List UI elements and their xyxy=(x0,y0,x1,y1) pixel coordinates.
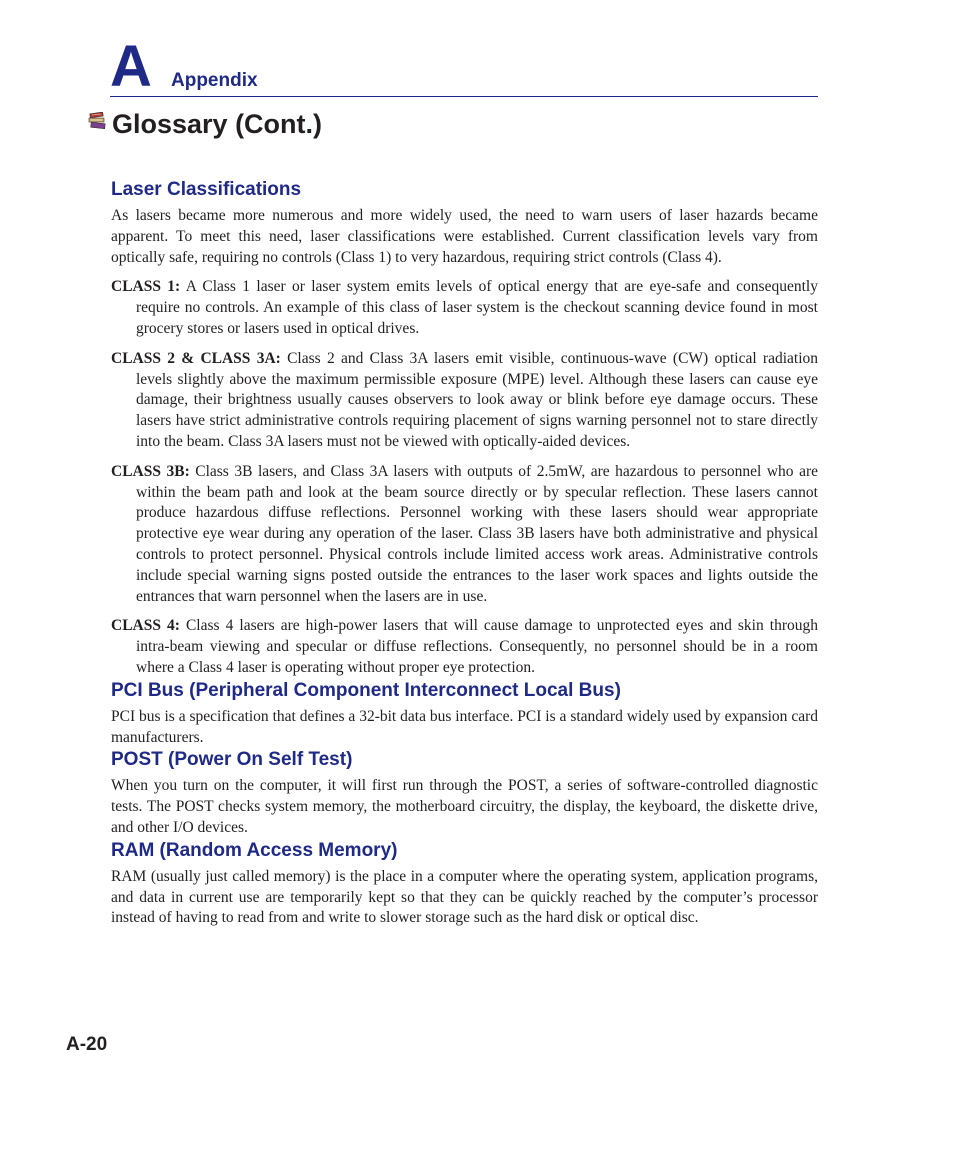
book-stack-icon xyxy=(88,112,108,130)
class-description: Class 2 and Class 3A lasers emit visible, continuous-wave (CW) optical radiation levels slightly above the maximum permissible exposure (MPE) level. Although these lasers can cause eye damage, their brightness usually causes observers to look away or blink before eye damage occurs. These lasers have strict administrative controls requiring placement of signs warning personnel not to stare directly into the beam. Class 3A lasers must not be viewed with optically-aided devices. xyxy=(136,349,819,450)
page-number: A-20 xyxy=(66,1034,108,1055)
class-term: CLASS 3B: xyxy=(111,462,190,480)
class-entry xyxy=(111,349,818,453)
laser-intro: As lasers became more numerous and more widely used, the need to warn users of laser hazards became apparent. To meet this need, laser classifications were established. Current classification levels vary from optically safe, requiring no controls (Class 1) to very hazardous, requiring strict controls (Class 4). xyxy=(111,207,818,266)
section-heading-ram: RAM (Random Access Memory) xyxy=(111,839,398,861)
class-description: Class 3B lasers, and Class 3A lasers with outputs of 2.5mW, are hazardous to personnel who are within the beam path and look at the beam source directly or by specular reflection. These lasers cannot produce hazardous diffuse reflections. Personnel working with these lasers should wear appropriate protective eye wear during any operation of the laser. Class 3B lasers have both administrative and physical controls to protect personnel. Physical controls include limited access work areas. Administrative controls include special warning signs posted outside the entrances to the laser work spaces and lights outside the entrances that warn personnel when the lasers are in use. xyxy=(136,462,818,605)
class-entry xyxy=(111,277,818,339)
class-entry xyxy=(111,462,818,608)
class-term: CLASS 4: xyxy=(111,617,180,635)
header-rule xyxy=(110,96,818,97)
class-entry xyxy=(111,616,818,678)
class-description: A Class 1 laser or laser system emits levels of optical energy that are eye-safe and consequently require no controls. An example of this class of laser system is the checkout scanning device found in most grocery stores or lasers used in optical drives. xyxy=(136,278,818,337)
page-title: Glossary (Cont.) xyxy=(112,109,323,139)
section-heading-pci: PCI Bus (Peripheral Component Interconnect Local Bus) xyxy=(111,679,621,701)
section-heading-laser: Laser Classifications xyxy=(111,179,302,200)
chapter-name: Appendix xyxy=(171,70,258,91)
class-term: CLASS 2 & CLASS 3A: xyxy=(111,349,281,367)
chapter-letter: A xyxy=(110,34,152,99)
ram-text: RAM (usually just called memory) is the place in a computer where the operating system, application programs, and data in current use are temporarily kept so that they can be quickly reached by the computer’s processor instead of having to read from and write to slower storage such as the hard disk or optical disc. xyxy=(111,867,818,927)
pci-text: PCI bus is a specification that defines a 32-bit data bus interface. PCI is a standard widely used by expansion card manufacturers. xyxy=(111,707,818,746)
main-content xyxy=(111,178,818,929)
class-term: CLASS 1: xyxy=(111,278,181,296)
section-heading-post: POST (Power On Self Test) xyxy=(111,749,353,771)
post-text: When you turn on the computer, it will first run through the POST, a series of software-controlled diagnostic tests. The POST checks system memory, the motherboard circuitry, the display, the keyboard, the diskette drive, and other I/O devices. xyxy=(111,777,818,836)
class-description: Class 4 lasers are high-power lasers that will cause damage to unprotected eyes and skin through intra-beam viewing and specular or diffuse reflections. Consequently, no personnel should be in a room where a Class 4 laser is operating without proper eye protection. xyxy=(136,617,818,676)
